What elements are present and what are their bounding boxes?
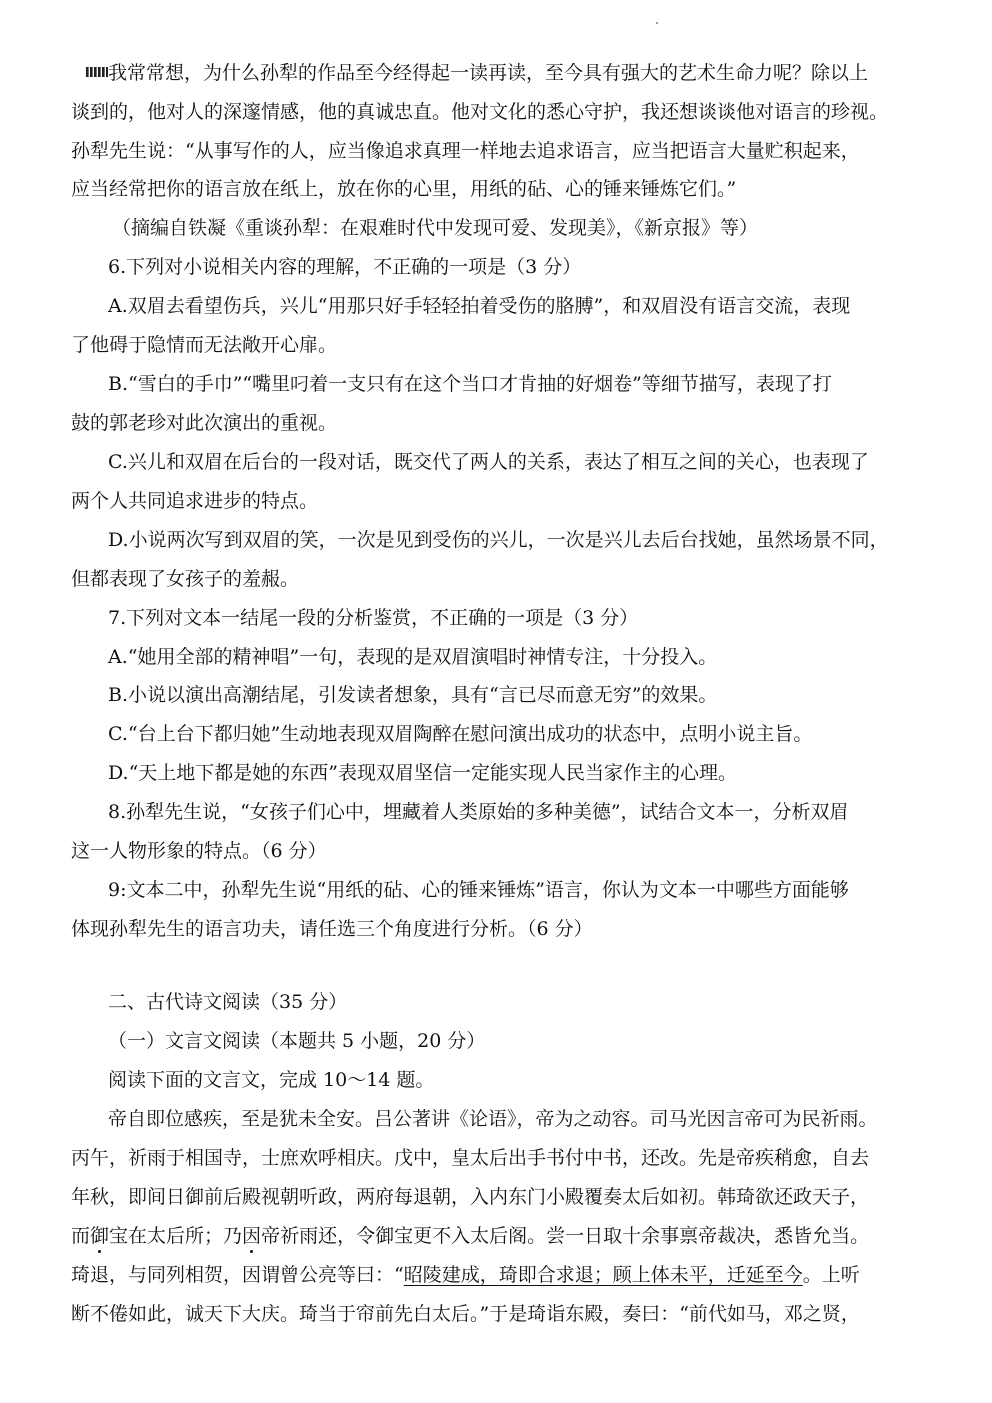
classical-text-line: 帝自即位感疾，至是犹未全安。吕公著讲《论语》，帝为之动容。司马光因言帝可为民祈雨。 bbox=[108, 1108, 878, 1130]
question-9: 9:文本二中，孙犁先生说“用纸的砧、心的锤来锤炼”语言，你认为文本一中哪些方面能够 bbox=[108, 879, 849, 901]
emphasis-dot-char: 御 bbox=[90, 1225, 110, 1247]
question-8-cont: 这一人物形象的特点。（6 分） bbox=[71, 840, 327, 862]
option-7d: D.“天上地下都是她的东西”表现双眉坚信一定能实现人民当家作主的心理。 bbox=[108, 762, 738, 784]
underlined-sentence: 昭陵建成，琦即合求退；顾上体未平，迁延至今 bbox=[403, 1264, 803, 1286]
source-citation: （摘编自铁凝《重谈孙犁：在艰难时代中发现可爱、发现美》，《新京报》等） bbox=[112, 217, 759, 239]
option-6d-cont: 但都表现了女孩子的羞赧。 bbox=[71, 568, 300, 590]
option-6d: D.小说两次写到双眉的笑，一次是见到受伤的兴儿，一次是兴儿去后台找她，虽然场景不同， bbox=[108, 529, 889, 551]
classical-text-line: 而御宝在太后所；乃因帝祈雨还，令御宝更不入太后阁。尝一日取十余事禀帝裁决，悉皆允当。 bbox=[71, 1225, 870, 1247]
option-6b-cont: 鼓的郭老珍对此次演出的重视。 bbox=[71, 412, 338, 434]
reading-instruction: 阅读下面的文言文，完成 10～14 题。 bbox=[108, 1069, 435, 1091]
section-heading: 二、古代诗文阅读（35 分） bbox=[108, 991, 348, 1013]
classical-text-line: 年秋，即间日御前后殿视朝听政，两府每退朝，入内东门小殿覆奏太后如初。韩琦欲还政天子， bbox=[71, 1186, 870, 1208]
option-7a: A.“她用全部的精神唱”一句，表现的是双眉演唱时神情专注，十分投入。 bbox=[108, 646, 718, 668]
passage-line: 谈到的，他对人的深邃情感，他的真诚忠直。他对文化的悉心守护，我还想谈谈他对语言的珍视。 bbox=[71, 101, 889, 123]
option-6b: B.“雪白的手巾”“嘴里叼着一支只有在这个当口才肯抽的好烟卷”等细节描写，表现了打 bbox=[108, 373, 832, 395]
option-6a: A.双眉去看望伤兵，兴儿“用那只好手轻轻拍着受伤的胳膊”，和双眉没有语言交流，表现 bbox=[108, 295, 851, 317]
classical-text-line: 断不倦如此，诚天下大庆。琦当于帘前先白太后。”于是琦诣东殿，奏曰：“前代如马，邓之贤， bbox=[71, 1303, 860, 1325]
question-9-cont: 体现孙犁先生的语言功夫，请任选三个角度进行分析。（6 分） bbox=[71, 918, 593, 940]
question-7-stem: 7.下列对文本一结尾一段的分析鉴赏，不正确的一项是（3 分） bbox=[108, 607, 639, 629]
passage-line: 孙犁先生说：“从事写作的人，应当像追求真理一样地去追求语言，应当把语言大量贮积起来， bbox=[71, 140, 860, 162]
classical-text-line: 琦退，与同列相贺，因谓曾公亮等曰：“昭陵建成，琦即合求退；顾上体未平，迁延至今。上听 bbox=[71, 1264, 860, 1286]
option-7c: C.“台上台下都归她”生动地表现双眉陶醉在慰问演出成功的状态中，点明小说主旨。 bbox=[108, 723, 813, 745]
option-6c: C.兴儿和双眉在后台的一段对话，既交代了两人的关系，表达了相互之间的关心，也表现了 bbox=[108, 451, 869, 473]
passage-line: 应当经常把你的语言放在纸上，放在你的心里，用纸的砧、心的锤来锤炼它们。” bbox=[71, 178, 737, 200]
subsection-heading: （一）文言文阅读（本题共 5 小题，20 分） bbox=[108, 1030, 486, 1052]
scan-blot bbox=[86, 67, 108, 77]
emphasis-dot-char: 因 bbox=[242, 1225, 262, 1247]
classical-text-line: 丙午，祈雨于相国寺，士庶欢呼相庆。戊中，皇太后出手书付中书，还改。先是帝疾稍愈，自去 bbox=[71, 1147, 870, 1169]
option-6a-cont: 了他碍于隐情而无法敞开心扉。 bbox=[71, 334, 338, 356]
passage-line: 我常常想，为什么孙犁的作品至今经得起一读再读，至今具有强大的艺术生命力呢？除以上 bbox=[108, 62, 869, 84]
option-7b: B.小说以演出高潮结尾，引发读者想象，具有“言已尽而意无穷”的效果。 bbox=[108, 684, 718, 706]
question-8: 8.孙犁先生说，“女孩子们心中，埋藏着人类原始的多种美德”，试结合文本一，分析双眉 bbox=[108, 801, 849, 823]
option-6c-cont: 两个人共同追求进步的特点。 bbox=[71, 490, 319, 512]
scan-speck bbox=[656, 22, 658, 24]
question-6-stem: 6.下列对小说相关内容的理解，不正确的一项是（3 分） bbox=[108, 256, 582, 278]
